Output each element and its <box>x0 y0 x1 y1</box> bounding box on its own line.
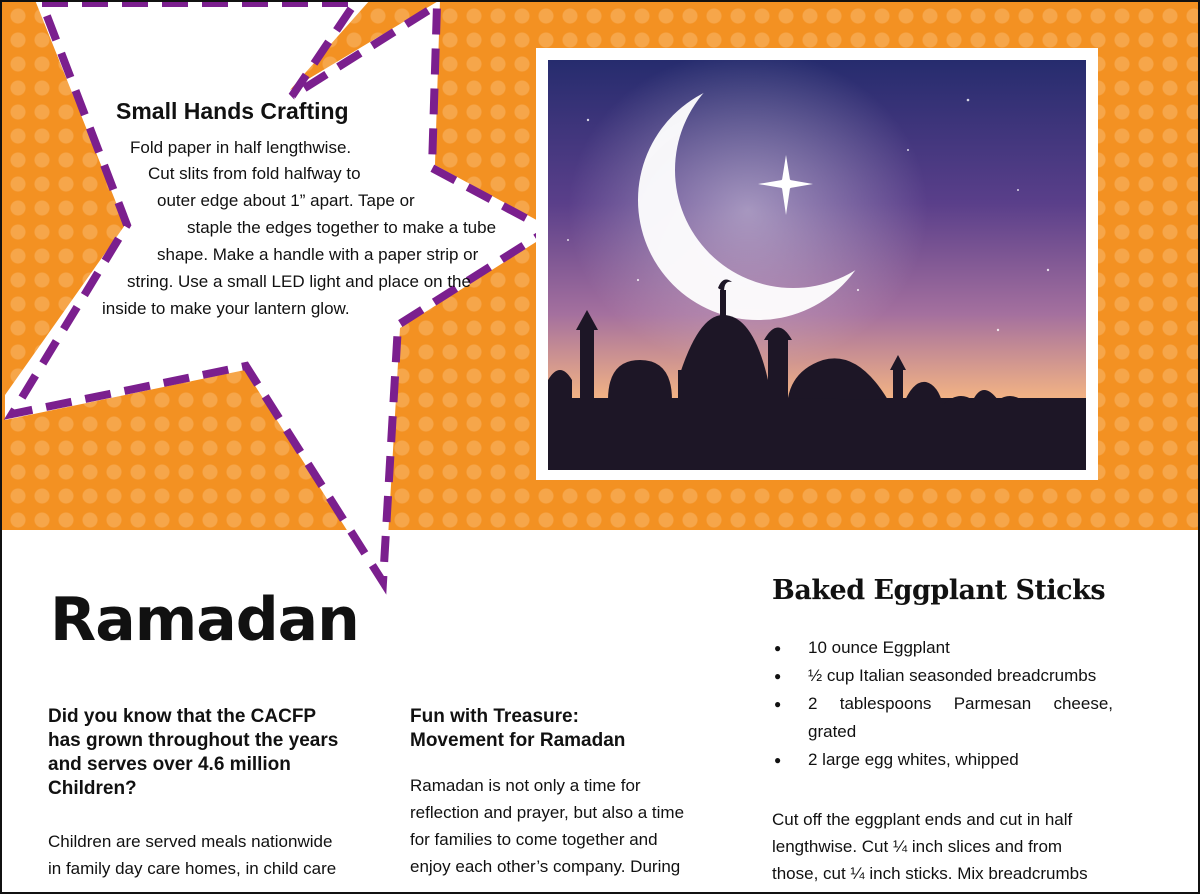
cacfp-heading <box>48 705 338 801</box>
treasure-body <box>410 772 684 880</box>
heading-line: has grown throughout the years <box>48 730 339 751</box>
body-line: for families to come together and <box>410 830 658 849</box>
craft-line: staple the edges together to make a tube <box>187 218 497 237</box>
body-line: lengthwise. Cut ¼ inch slices and from <box>772 837 1063 856</box>
cacfp-body <box>48 828 336 882</box>
recipe-title: Baked Eggplant Sticks <box>772 575 1106 606</box>
heading-line: Children? <box>48 778 137 799</box>
craft-line: string. Use a small LED light and place on the <box>127 272 471 291</box>
body-line: those, cut ¼ inch sticks. Mix breadcrumbs <box>772 864 1088 883</box>
body-line: Cut off the eggplant ends and cut in half <box>772 810 1073 829</box>
treasure-heading <box>410 705 625 753</box>
craft-line: outer edge about 1” apart. Tape or <box>157 191 415 210</box>
page-title: Ramadan <box>50 585 359 655</box>
ingredient-item: ● ½ cup Italian seasonded breadcrumbs <box>772 662 1152 690</box>
body-line: reflection and prayer, but also a time <box>410 803 685 822</box>
ingredient-item: ● 2 large egg whites, whipped <box>772 746 1152 774</box>
ingredient-list <box>772 634 1152 774</box>
craft-line: Cut slits from fold halfway to <box>148 164 361 183</box>
craft-line: shape. Make a handle with a paper strip or <box>157 245 479 264</box>
ingredient-item: ● 2 tablespoons Parmesan cheese, <box>772 690 1113 718</box>
ingredient-item: ● 10 ounce Eggplant <box>772 634 1152 662</box>
heading-line: Movement for Ramadan <box>410 730 626 751</box>
body-line: Children are served meals nationwide <box>48 832 333 851</box>
body-line: Ramadan is not only a time for <box>410 776 641 795</box>
heading-line: Fun with Treasure: <box>410 706 579 727</box>
craft-line: inside to make your lantern glow. <box>102 299 350 318</box>
heading-line: and serves over 4.6 million <box>48 754 291 775</box>
ingredient-continuation <box>772 718 1152 746</box>
crescent-moon-mosque-icon <box>548 60 1086 470</box>
heading-line: Did you know that the CACFP <box>48 706 317 727</box>
body-line: enjoy each other’s company. During <box>410 857 681 876</box>
craft-title: Small Hands Crafting <box>116 98 349 124</box>
ingredient-text: grated <box>808 722 857 741</box>
recipe-body <box>772 806 1088 887</box>
body-line: in family day care homes, in child care <box>48 859 337 878</box>
craft-line: Fold paper in half lengthwise. <box>130 138 352 157</box>
